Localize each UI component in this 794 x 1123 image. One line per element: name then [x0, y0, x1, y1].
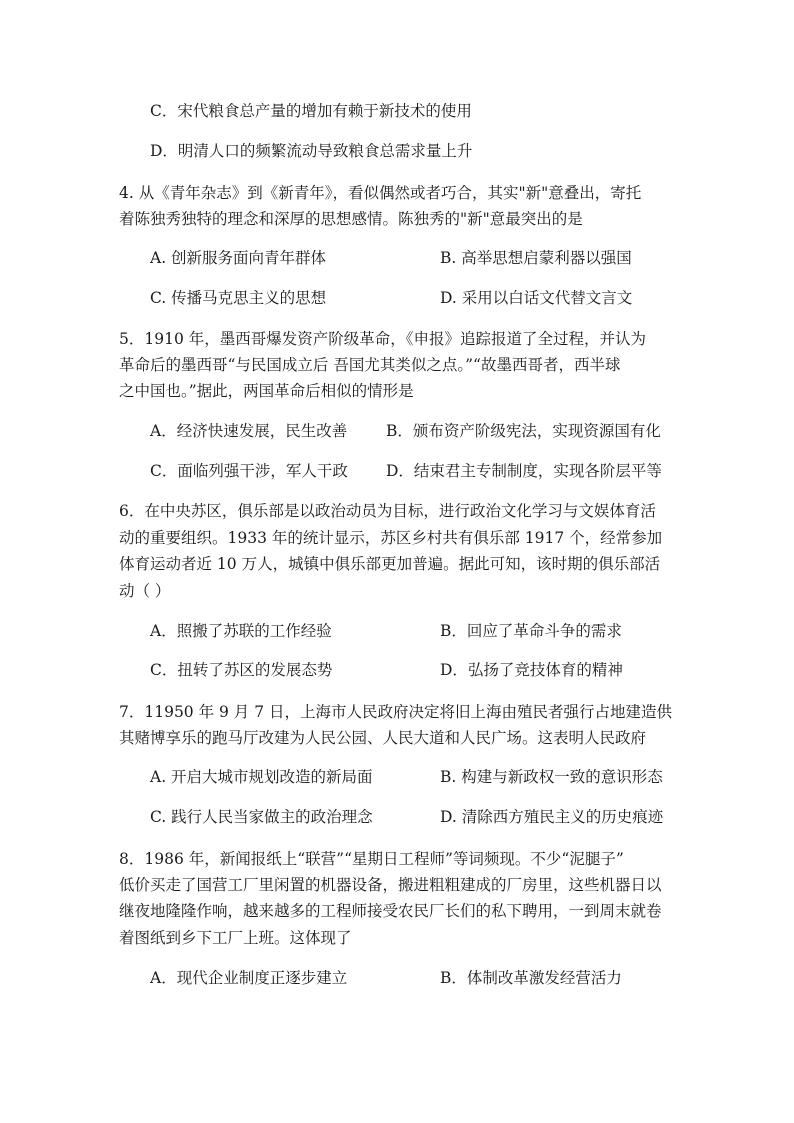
q8-stem-line: 低价买走了国营工厂里闲置的机器设备，搬进粗粗建成的厂房里，这些机器日以 — [119, 876, 662, 894]
q7-stem-line: 7．11950 年 9 月 7 日，上海市人民政府决定将旧上海由殖民者强行占地建造供 — [119, 703, 673, 721]
q5-stem-line: 5．1910 年，墨西哥爆发资产阶级革命，《申报》追踪报道了全过程，并认为 — [119, 330, 646, 348]
q8-option-b: B．体制改革激发经营活力 — [440, 969, 622, 987]
q6-option-c: C．扭转了苏区的发展态势 — [150, 661, 333, 679]
q8-option-a: A．现代企业制度正逐步建立 — [150, 969, 348, 987]
q6-stem-line: 动（ ） — [119, 582, 171, 600]
q7-option-d: D. 清除西方殖民主义的历史痕迹 — [440, 808, 664, 826]
q6-stem-line: 6．在中央苏区，俱乐部是以政治动员为目标，进行政治文化学习与文娱体育活 — [119, 502, 656, 520]
q5-option-c: C．面临列强干涉，军人干政 — [150, 462, 348, 480]
q4-stem-line: 4. 从《青年杂志》到《新青年》，看似偶然或者巧合，其实"新"意叠出，寄托 — [119, 184, 642, 202]
q6-option-a: A．照搬了苏联的工作经验 — [150, 622, 332, 640]
q4-option-c: C. 传播马克思主义的思想 — [150, 289, 327, 307]
q6-stem-line: 动的重要组织。1933 年的统计显示，苏区乡村共有俱乐部 1917 个，经常参加 — [119, 529, 663, 547]
q7-stem-line: 其赌博享乐的跑马厅改建为人民公园、人民大道和人民广场。这表明人民政府 — [119, 729, 647, 747]
q7-option-a: A. 开启大城市规划改造的新局面 — [150, 768, 373, 786]
q4-option-d: D. 采用以白话文代替文言文 — [440, 289, 633, 307]
q8-stem-line: 继夜地隆隆作响，越来越多的工程师接受农民厂长们的私下聘用，一到周末就卷 — [119, 902, 662, 920]
q3-option-d: D．明清人口的频繁流动导致粮食总需求量上升 — [150, 142, 473, 160]
q8-stem-line: 着图纸到乡下工厂上班。这体现了 — [119, 929, 352, 947]
q5-option-b: B．颁布资产阶级宪法，实现资源国有化 — [386, 422, 661, 440]
q4-stem-line: 着陈独秀独特的理念和深厚的思想感情。陈独秀的"新"意最突出的是 — [119, 210, 583, 228]
q7-option-b: B. 构建与新政权一致的意识形态 — [440, 768, 663, 786]
q6-option-d: D．弘扬了竞技体育的精神 — [440, 661, 623, 679]
q5-stem-line: 革命后的墨西哥“与民国成立后 吾国尤其类似之点。”“故墨西哥者，西半球 — [119, 356, 621, 374]
q4-option-b: B. 高举思想启蒙利器以强国 — [440, 249, 632, 267]
q6-option-b: B．回应了革命斗争的需求 — [440, 622, 622, 640]
q5-stem-line: 之中国也。”据此，两国革命后相似的情形是 — [119, 382, 414, 400]
q5-option-d: D．结束君主专制制度，实现各阶层平等 — [386, 462, 662, 480]
q8-stem-line: 8．1986 年，新闻报纸上“联营”“星期日工程师”等词频现。不少“泥腿子” — [119, 850, 624, 868]
q5-option-a: A．经济快速发展，民生改善 — [150, 422, 348, 440]
q6-stem-line: 体育运动者近 10 万人，城镇中俱乐部更加普遍。据此可知，该时期的俱乐部活 — [119, 555, 661, 573]
q4-option-a: A. 创新服务面向青年群体 — [150, 249, 327, 267]
q3-option-c: C．宋代粮食总产量的增加有赖于新技术的使用 — [150, 102, 472, 120]
q7-option-c: C. 践行人民当家做主的政治理念 — [150, 808, 373, 826]
